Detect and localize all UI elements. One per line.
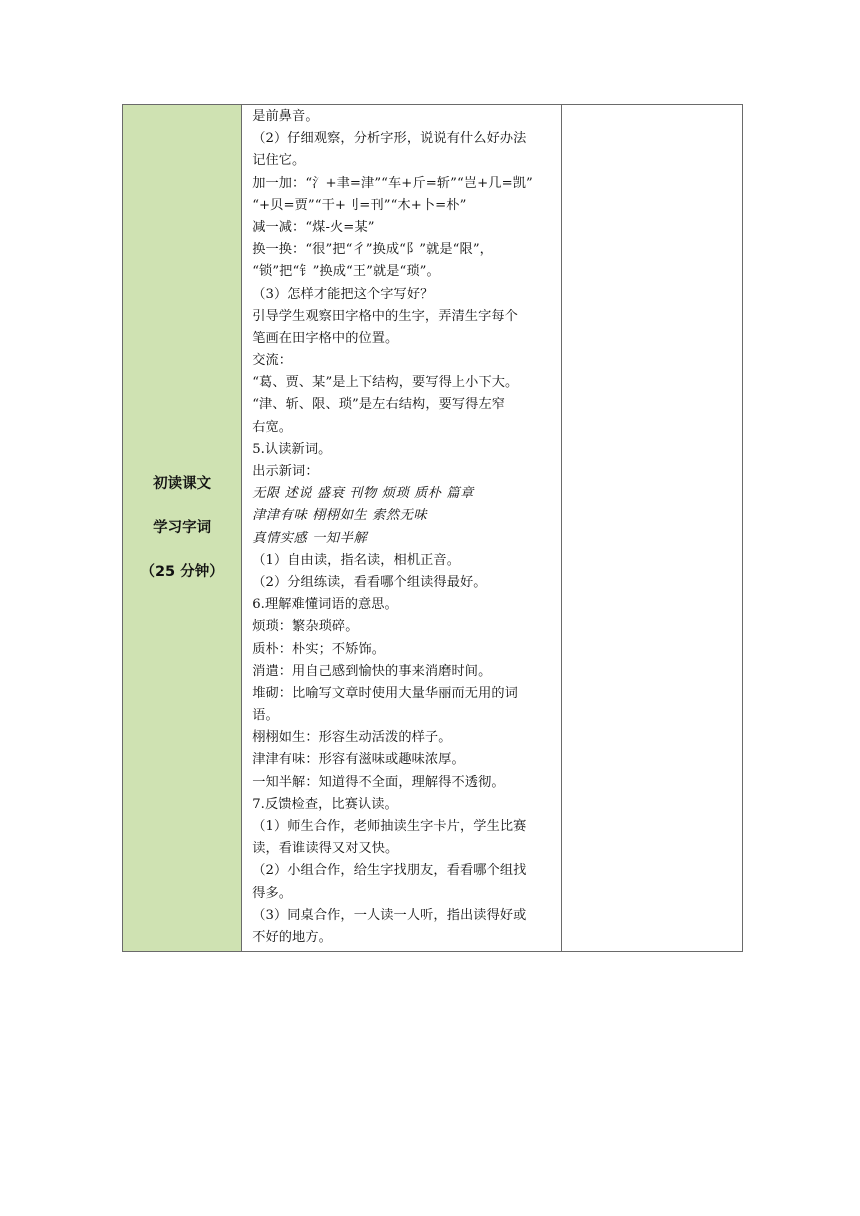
content-line: 堆砌：比喻写文章时使用大量华丽而无用的词 [252, 685, 518, 701]
content-line: （1）师生合作，老师抽读生字卡片，学生比赛 [252, 819, 527, 834]
content-line: 栩栩如生：形容生动活泼的样子。 [252, 730, 452, 746]
content-lines [242, 105, 561, 951]
content-cell [242, 105, 562, 952]
vocabulary-line: 真情实感 一知半解 [252, 530, 368, 546]
content-line: 读，看谁读得又对又快。 [252, 841, 399, 857]
content-line: “津、斩、限、琐”是左右结构，要写得左窄 [252, 397, 506, 413]
content-line: “葛、贾、某”是上下结构，要写得上小下大。 [252, 375, 519, 391]
content-line: 交流： [252, 353, 293, 369]
content-line: 5.认读新词。 [252, 441, 332, 457]
content-line: （2）分组练读，看看哪个组读得最好。 [252, 574, 487, 590]
content-line: （2）仔细观察，分析字形，说说有什么好办法 [252, 131, 527, 147]
content-line: 减一减：“煤-火=某” [252, 219, 375, 235]
content-line: 引导学生观察田字格中的生字，弄清生字每个 [252, 308, 518, 324]
table-row [123, 105, 743, 952]
content-line: 烦琐：繁杂琐碎。 [252, 619, 359, 635]
content-line: （3）怎样才能把这个字写好？ [252, 286, 434, 302]
content-line: 右宽。 [252, 419, 293, 435]
stage-title-line-1: 初读课文 [153, 476, 212, 493]
stage-cell [123, 105, 242, 952]
content-line: 津津有味：形容有滋味或趣味浓厚。 [252, 752, 465, 768]
content-line: 质朴：朴实；不矫饰。 [252, 641, 386, 657]
content-line: 是前鼻音。 [252, 109, 319, 124]
content-line: “+贝=贾”“干+刂=刊”“木+卜=朴” [252, 197, 467, 213]
content-line: 加一加：“氵+聿=津”“车+斤=斩”“岂+几=凯” [252, 175, 533, 191]
vocabulary-line: 无限 述说 盛衰 刊物 烦琐 质朴 篇章 [252, 486, 474, 502]
content-line: 不好的地方。 [252, 929, 332, 945]
content-line: 语。 [252, 708, 279, 724]
content-line: 笔画在田字格中的位置。 [252, 330, 399, 346]
content-line: 出示新词： [252, 464, 319, 479]
content-line: （2）小组合作，给生字找朋友，看看哪个组找 [252, 863, 527, 879]
content-line: 一知半解：知道得不全面，理解得不透彻。 [252, 774, 505, 790]
content-line: 记住它。 [252, 153, 306, 169]
content-line: （3）同桌合作，一人读一人听，指出读得好或 [252, 907, 527, 923]
notes-cell [561, 105, 742, 952]
lesson-plan-table [122, 104, 743, 952]
content-line: 换一换：“很”把“彳”换成“阝”就是“限”， [252, 242, 493, 258]
content-line: 得多。 [252, 885, 293, 901]
content-line: “锁”把“钅”换成“王”就是“琐”。 [252, 264, 440, 280]
stage-title-line-2: 学习字词 [153, 520, 212, 537]
content-line: 7.反馈检查，比赛认读。 [252, 796, 398, 812]
stage-duration: （25 分钟） [140, 564, 224, 581]
content-line: （1）自由读，指名读，相机正音。 [252, 552, 460, 568]
vocabulary-line: 津津有味 栩栩如生 索然无味 [252, 508, 428, 524]
content-line: 消遣：用自己感到愉快的事来消磨时间。 [252, 663, 492, 679]
content-line: 6.理解难懂词语的意思。 [252, 597, 398, 613]
